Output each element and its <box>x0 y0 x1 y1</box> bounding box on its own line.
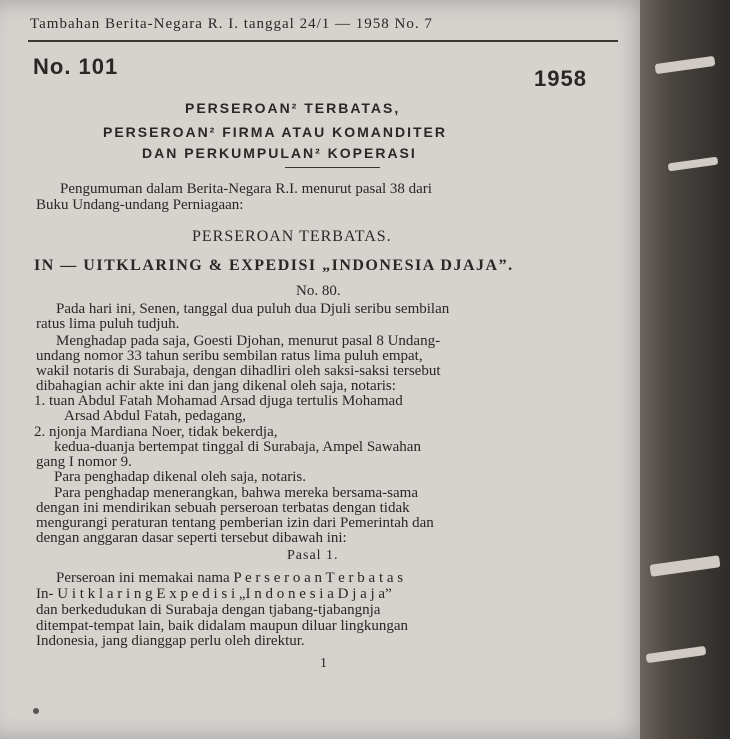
section-heading: PERSEROAN TERBATAS. <box>192 228 392 245</box>
firm-name: IN — UITKLARING & EXPEDISI „INDONESIA DJAJA”. <box>34 257 514 274</box>
title-rule <box>285 167 380 168</box>
title-line-1: PERSEROAN² TERBATAS, <box>185 100 401 116</box>
body-line: wakil notaris di Surabaja, dengan dihadliri oleh saksi-saksi tersebut <box>36 363 441 379</box>
body-line: 2. njonja Mardiana Noer, tidak bekerdja, <box>34 424 278 440</box>
body-line: 1. tuan Abdul Fatah Mohamad Arsad djuga tertulis Mohamad <box>34 393 403 409</box>
pasal-line: Perseroan ini memakai nama P e r s e r o a n T e r b a t a s <box>56 570 404 586</box>
body-line: Para penghadap dikenal oleh saja, notaris. <box>54 469 306 485</box>
issue-year: 1958 <box>534 66 587 91</box>
gazette-header: Tambahan Berita-Negara R. I. tanggal 24/1 — 1958 No. 7 <box>30 16 433 32</box>
page-edge-shadow <box>640 0 730 739</box>
pasal-line: In- U i t k l a r i n g E x p e d i s i „I n d o n e s i a D j a j a” <box>36 586 392 602</box>
body-line: kedua-duanja bertempat tinggal di Surabaja, Ampel Sawahan <box>54 439 421 455</box>
body-line: Pada hari ini, Senen, tanggal dua puluh dua Djuli seribu sembilan <box>56 301 450 317</box>
body-line: undang nomor 33 tahun seribu sembilan ratus lima puluh empat, <box>36 348 423 364</box>
act-number: No. 80. <box>296 283 341 299</box>
pasal-line: dan berkedudukan di Surabaja dengan tjabang-tjabangnja <box>36 602 381 618</box>
body-line: dengan anggaran dasar seperti tersebut dibawah ini: <box>36 530 347 546</box>
pasal-line: Indonesia, jang dianggap perlu oleh direktur. <box>36 633 305 649</box>
intro-line: Buku Undang-undang Perniagaan: <box>36 197 244 213</box>
pasal-heading: Pasal 1. <box>287 548 339 563</box>
body-line: gang I nomor 9. <box>36 454 132 470</box>
body-line: Menghadap pada saja, Goesti Djohan, menurut pasal 8 Undang- <box>56 333 441 349</box>
body-line: Para penghadap menerangkan, bahwa mereka bersama-sama <box>54 485 418 501</box>
title-line-3: DAN PERKUMPULAN² KOPERASI <box>142 145 417 161</box>
body-line: dibahagian achir akte ini dan jang dikenal oleh saja, notaris: <box>36 378 396 394</box>
intro-line: Pengumuman dalam Berita-Negara R.I. menurut pasal 38 dari <box>60 181 432 197</box>
page-number: 1 <box>320 656 327 671</box>
issue-number: No. 101 <box>33 54 119 79</box>
header-rule <box>28 40 618 42</box>
pasal-line: ditempat-tempat lain, baik didalam maupun diluar lingkungan <box>36 618 408 634</box>
body-line: ratus lima puluh tudjuh. <box>36 316 180 332</box>
body-line: Arsad Abdul Fatah, pedagang, <box>64 408 247 424</box>
body-line: mengurangi peraturan tentang pemberian izin dari Pemerintah dan <box>36 515 434 531</box>
paper-spot <box>33 708 39 714</box>
title-line-2: PERSEROAN² FIRMA ATAU KOMANDITER <box>103 124 447 140</box>
body-line: dengan ini mendirikan sebuah perseroan terbatas dengan tidak <box>36 500 410 516</box>
